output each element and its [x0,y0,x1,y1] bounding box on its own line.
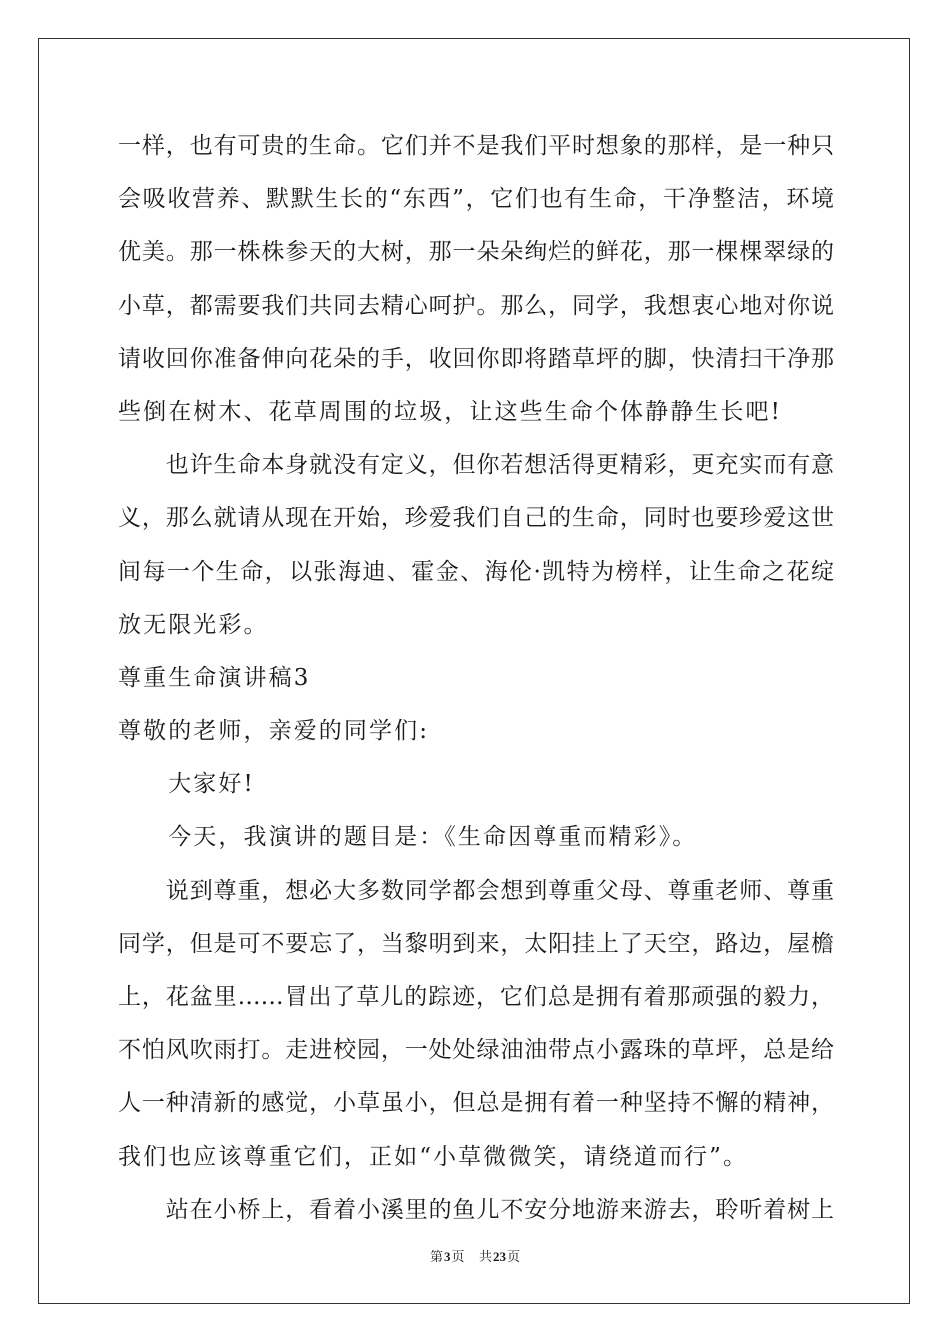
total-pages: 23 [492,1249,506,1264]
text-line: 上，花盆里……冒出了草儿的踪迹，它们总是拥有着那顽强的毅力， [118,984,834,1010]
text-line: 同学，但是可不要忘了，当黎明到来，太阳挂上了天空，路边，屋檐 [118,930,834,957]
text-line: 间每一个生命，以张海迪、霍金、海伦·凯特为榜样，让生命之花绽 [118,558,834,585]
text-line: 放无限光彩。 [118,611,269,638]
greeting: 大家好! [118,771,255,798]
text-line: 不怕风吹雨打。走进校园，一处处绿油油带点小露珠的草坪，总是给 [118,1037,834,1064]
page-footer [0,1246,950,1265]
text-line: 一样，也有可贵的生命。它们并不是我们平时想象的那样，是一种只 [118,133,834,159]
total-unit: 页 [506,1250,520,1265]
document-body [118,120,834,1237]
section-heading: 尊重生命演讲稿3 [118,664,311,691]
page-unit: 页 [451,1250,465,1265]
text-line: 些倒在树木、花草周围的垃圾，让这些生命个体静静生长吧! [118,398,782,425]
total-prefix: 共 [478,1250,492,1265]
text-line: 说到尊重，想必大多数同学都会想到尊重父母、尊重老师、尊重 [118,877,834,904]
text-line: 义，那么就请从现在开始，珍爱我们自己的生命，同时也要珍爱这世 [118,505,834,532]
text-line: 我们也应该尊重它们，正如“小草微微笑，请绕道而行”。 [118,1143,749,1170]
text-line: 会吸收营养、默默生长的“东西”，它们也有生命，干净整洁，环境 [118,186,834,213]
salutation: 尊敬的老师，亲爱的同学们: [118,718,430,745]
text-line: 也许生命本身就没有定义，但你若想活得更精彩，更充实而有意 [118,452,834,479]
text-line: 小草，都需要我们共同去精心呵护。那么，同学，我想衷心地对你说 [118,292,834,319]
page-number: 3 [444,1249,451,1264]
text-line: 请收回你准备伸向花朵的手，收回你即将踏草坪的脚，快清扫干净那 [118,345,834,372]
page-prefix: 第 [430,1250,444,1265]
text-line: 人一种清新的感觉，小草虽小，但总是拥有着一种坚持不懈的精神， [118,1090,834,1117]
text-line: 站在小桥上，看着小溪里的鱼儿不安分地游来游去，聆听着树上 [118,1196,834,1223]
text-line: 优美。那一株株参天的大树，那一朵朵绚烂的鲜花，那一棵棵翠绿的 [118,239,834,266]
text-line: 今天，我演讲的题目是：《生命因尊重而精彩》。 [118,824,698,851]
